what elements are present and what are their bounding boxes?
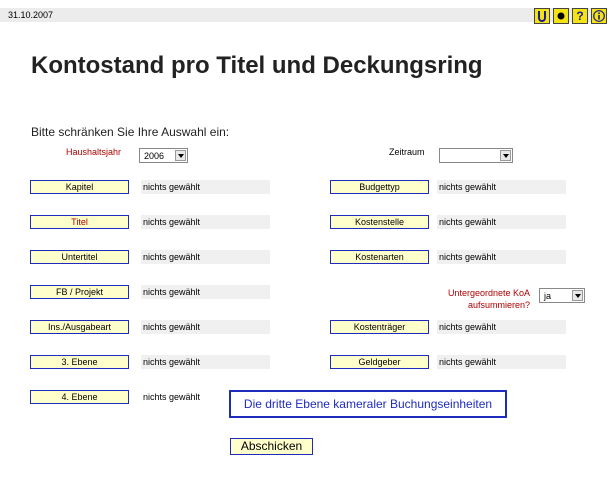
ebene-4-button[interactable]: 4. Ebene xyxy=(30,390,129,404)
page-title: Kontostand pro Titel und Deckungsring xyxy=(31,52,483,79)
ebene-3-button[interactable]: 3. Ebene xyxy=(30,355,129,369)
ebene-4-value: nichts gewählt xyxy=(141,390,270,404)
u-icon[interactable] xyxy=(534,8,550,24)
help-icon[interactable]: ? xyxy=(572,8,588,24)
chevron-down-icon xyxy=(175,150,186,161)
kostenarten-button[interactable]: Kostenarten xyxy=(330,250,429,264)
dot-icon[interactable] xyxy=(553,8,569,24)
budgettyp-value: nichts gewählt xyxy=(437,180,566,194)
titel-value: nichts gewählt xyxy=(141,215,270,229)
fb-projekt-value: nichts gewählt xyxy=(141,285,270,299)
budgettyp-button[interactable]: Budgettyp xyxy=(330,180,429,194)
kostenstelle-button[interactable]: Kostenstelle xyxy=(330,215,429,229)
date-display: 31.10.2007 xyxy=(8,10,54,20)
geldgeber-value: nichts gewählt xyxy=(437,355,566,369)
titel-button[interactable]: Titel xyxy=(30,215,129,229)
zeitraum-label: Zeitraum xyxy=(389,147,425,157)
untertitel-button[interactable]: Untertitel xyxy=(30,250,129,264)
zeitraum-select[interactable] xyxy=(439,148,513,163)
haushaltsjahr-label: Haushaltsjahr xyxy=(66,147,122,157)
chevron-down-icon xyxy=(572,290,583,301)
kostentraeger-button[interactable]: Kostenträger xyxy=(330,320,429,334)
info-box: Die dritte Ebene kameraler Buchungseinheiten xyxy=(229,390,507,418)
ins-ausgabeart-button[interactable]: Ins./Ausgabeart xyxy=(30,320,129,334)
fb-projekt-button[interactable]: FB / Projekt xyxy=(30,285,129,299)
toolbar-icons xyxy=(534,8,607,24)
chevron-down-icon xyxy=(500,150,511,161)
geldgeber-button[interactable]: Geldgeber xyxy=(330,355,429,369)
kapitel-value: nichts gewählt xyxy=(141,180,270,194)
untertitel-value: nichts gewählt xyxy=(141,250,270,264)
kostenstelle-value: nichts gewählt xyxy=(437,215,566,229)
haushaltsjahr-select[interactable]: 2006 xyxy=(139,148,188,163)
untergeordnete-select[interactable]: ja xyxy=(539,288,585,303)
info-icon[interactable] xyxy=(591,8,607,24)
submit-button[interactable]: Abschicken xyxy=(230,438,313,455)
kapitel-button[interactable]: Kapitel xyxy=(30,180,129,194)
kostentraeger-value: nichts gewählt xyxy=(437,320,566,334)
intro-text: Bitte schränken Sie Ihre Auswahl ein: xyxy=(31,125,230,139)
top-bar xyxy=(0,8,605,22)
ins-ausgabeart-value: nichts gewählt xyxy=(141,320,270,334)
ebene-3-value: nichts gewählt xyxy=(141,355,270,369)
kostenarten-value: nichts gewählt xyxy=(437,250,566,264)
untergeordnete-label: Untergeordnete KoA aufsummieren? xyxy=(447,288,530,310)
